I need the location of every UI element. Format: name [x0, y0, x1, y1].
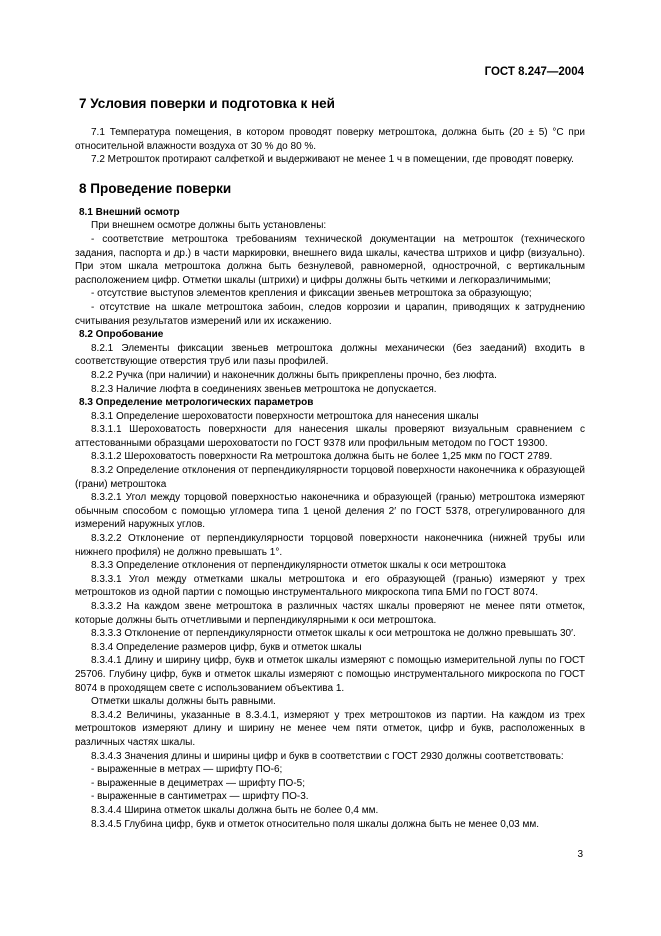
paragraph: 8.3.4.5 Глубина цифр, букв и отметок относительно поля шкалы должна быть не менее 0,03 мм. [91, 818, 540, 830]
list-item: - отсутствие выступов элементов крепления и фиксации звеньев метроштока за образующую; [91, 288, 532, 300]
list-item: - отсутствие на шкале метроштока забоин, следов коррозии и царапин, приводящих к затруднению считывания результатов измерений или их искажению. [75, 301, 585, 327]
subsection-8-3-title: 8.3 Определение метрологических параметров [79, 397, 314, 409]
paragraph: 8.3.4 Определение размеров цифр, букв и отметок шкалы [91, 641, 362, 653]
paragraph: 8.3.4.1 Длину и ширину цифр, букв и отметок шкалы измеряют с помощью измерительной лупы по ГОСТ 25706. Глубину цифр, букв и отметок шкалы измеряют с помощью инструментального микроскопа по ГОСТ 8074 в проходящем свете с использованием объектива 1. [75, 655, 585, 694]
paragraph: 8.2.1 Элементы фиксации звеньев метроштока должны механически (без заеданий) входить в соответствующие отверстия труб или пазы профилей. [75, 342, 585, 368]
paragraph: 8.3.4.2 Величины, указанные в 8.3.4.1, измеряют у трех метроштоков из партии. На каждом из трех метроштоков измеряют длину и ширину не менее чем пяти отметок, цифр и букв, расположенных в различных частях шкалы. [75, 709, 585, 748]
paragraph: 8.2.2 Ручка (при наличии) и наконечник должны быть прикреплены прочно, без люфта. [91, 369, 497, 381]
paragraph-7-1: 7.1 Температура помещения, в котором проводят поверку метроштока, должна быть (20 ± 5) °С при относительной влажности воздуха от 30 % до 80 %. [75, 127, 585, 152]
paragraph: 8.3.2.1 Угол между торцовой поверхностью наконечника и образующей (гранью) метроштока измеряют обычным способом с помощью угломера типа 1 ценой деления 2′ по ГОСТ 5378, отрегулированного для измерений наружных углов. [75, 492, 585, 531]
paragraph: 8.3.3.3 Отклонение от перпендикулярности отметок шкалы к оси метроштока не должно превышать 30′. [91, 628, 576, 640]
subsection-8-1-title: 8.1 Внешний осмотр [79, 206, 180, 218]
page-number: 3 [577, 849, 583, 860]
paragraph: 8.3.3 Определение отклонения от перпендикулярности отметок шкалы к оси метроштока [91, 560, 506, 572]
paragraph: 8.3.3.1 Угол между отметками шкалы метроштока и его образующей (гранью) измеряют у трех метроштоков из одной партии с помощью инструментального микроскопа типа БМИ по ГОСТ 8074. [75, 573, 585, 599]
paragraph: 8.3.4.4 Ширина отметок шкалы должна быть не более 0,4 мм. [91, 804, 379, 816]
paragraph-7-2: 7.2 Метрошток протирают салфеткой и выдерживают не менее 1 ч в помещении, где проводят поверку. [91, 154, 574, 166]
paragraph: 8.3.3.2 На каждом звене метроштока в различных частях шкалы проверяют не менее пяти отметок, которые должны быть отчетливыми и перпендикулярными к оси метроштока. [75, 601, 585, 626]
page-content [75, 96, 585, 831]
section-8-title: 8 Проведение поверки [79, 180, 232, 196]
paragraph: 8.2.3 Наличие люфта в соединениях звеньев метроштока не допускается. [91, 383, 437, 395]
standard-code: ГОСТ 8.247—2004 [484, 66, 584, 78]
subsection-8-2-title: 8.2 Опробование [79, 329, 164, 341]
paragraph: 8.3.2.2 Отклонение от перпендикулярности торцовой поверхности наконечника (нижней трубы или нижнего профиля) не должно превышать 1°. [75, 533, 585, 558]
paragraph: При внешнем осмотре должны быть установлены: [91, 220, 327, 232]
list-item: - выраженные в дециметрах — шрифту ПО-5; [91, 777, 306, 789]
paragraph: 8.3.2 Определение отклонения от перпендикулярности торцовой поверхности наконечника к образующей (грани) метроштока [75, 465, 585, 490]
list-item: - выраженные в метрах — шрифту ПО-6; [91, 764, 283, 776]
list-item: - соответствие метроштока требованиям технической документации на метрошток (технического задания, паспорта и др.) в части маркировки, внешнего вида шкалы, качества штрихов и цифр (визуально). При этом шкала метроштока должна быть безнулевой, равномерной, однострочной, с вертикальным расположением цифр. Отметки шкалы (штрихи) и цифры должны быть четкими и легкоразличимыми; [75, 233, 585, 286]
paragraph: 8.3.1.1 Шероховатость поверхности для нанесения шкалы проверяют визуальным сравнением с аттестованными образцами шероховатости по ГОСТ 9378 или профильным методом по ГОСТ 19300. [75, 424, 585, 449]
list-item: - выраженные в сантиметрах — шрифту ПО-3. [91, 791, 309, 803]
paragraph: 8.3.4.3 Значения длины и ширины цифр и букв в соответствии с ГОСТ 2930 должны соответствовать: [91, 750, 564, 762]
paragraph: 8.3.1.2 Шероховатость поверхности Ra метроштока должна быть не более 1,25 мкм по ГОСТ 2789. [91, 451, 553, 463]
section-7-title: 7 Условия поверки и подготовка к ней [79, 96, 335, 111]
paragraph: Отметки шкалы должны быть равными. [91, 696, 276, 708]
paragraph: 8.3.1 Определение шероховатости поверхности метроштока для нанесения шкалы [91, 410, 479, 422]
